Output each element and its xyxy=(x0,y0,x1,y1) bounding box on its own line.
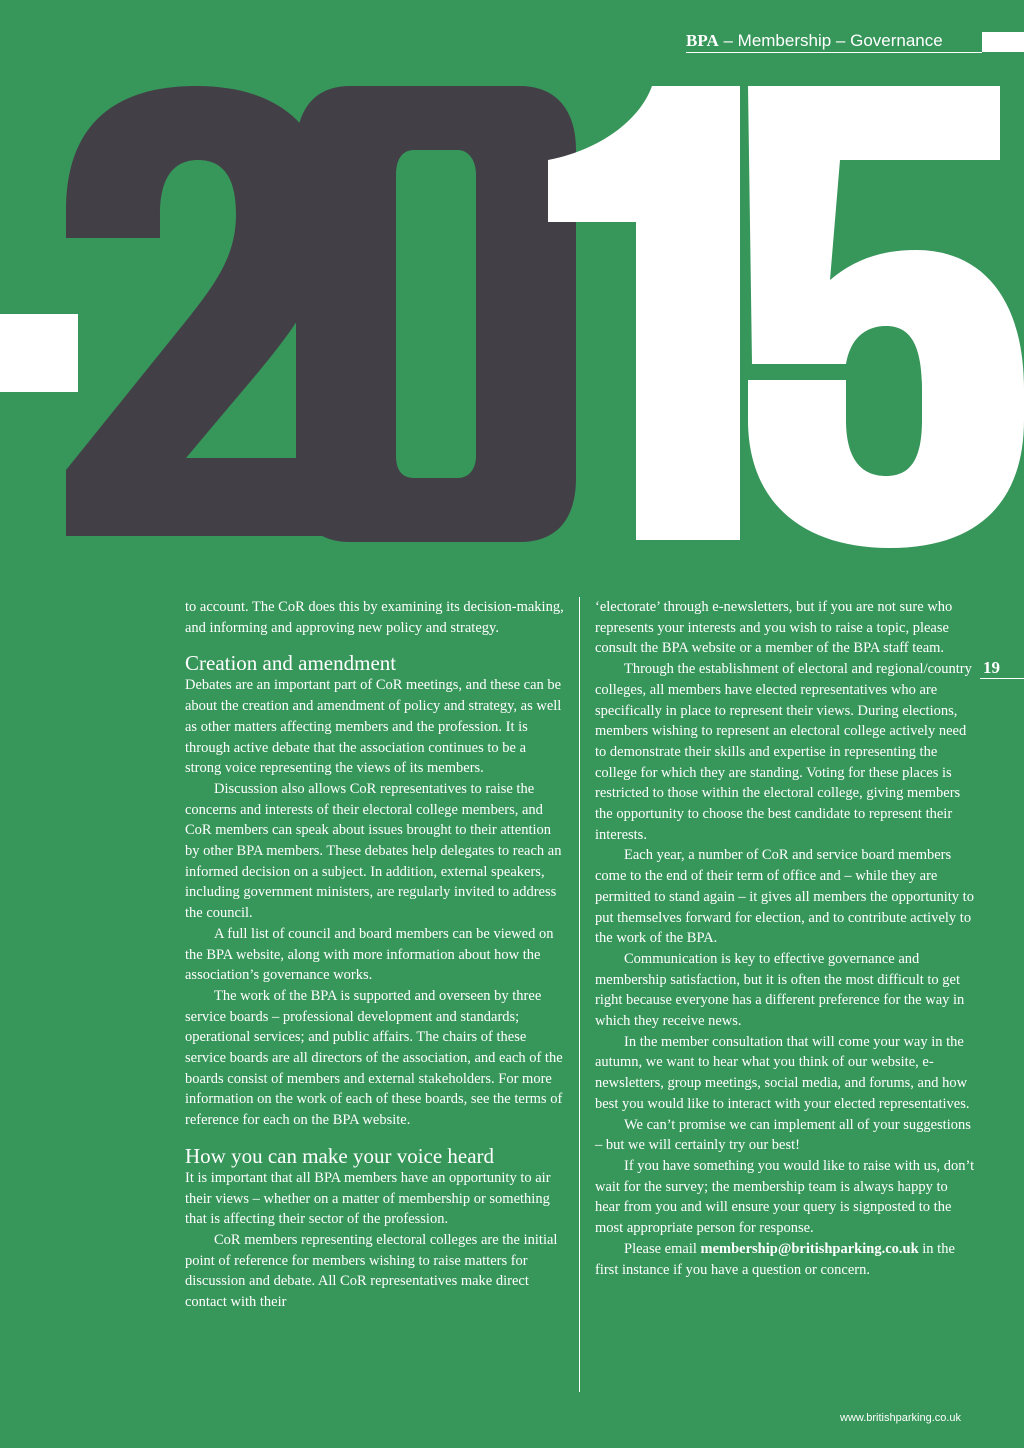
digit-5 xyxy=(748,86,1024,548)
paragraph: CoR members representing electoral colleges are the initial point of reference for members wishing to raise matters for discussion and debate. All CoR representatives make direct contact with their xyxy=(185,1231,558,1311)
paragraph: Communication is key to effective governance and membership satisfaction, but it is often the most difficult to get right because everyone has a different preference for the way in which they receive news. xyxy=(595,950,965,1030)
header-section: Membership xyxy=(737,31,832,50)
column-divider xyxy=(579,597,580,1392)
header-subsection: Governance xyxy=(850,31,943,50)
paragraph: Each year, a number of CoR and service board members come to the end of their term of office and – while they are permitted to stand again – it gives all members the opportunity to put themselves forward for election, and to contribute actively to the work of the BPA. xyxy=(595,847,974,947)
paragraph: In the member consultation that will come your way in the autumn, we want to hear what you think of our website, e-newsletters, group meetings, social media, and forums, and how best you would like to interact with your elected representatives. xyxy=(595,1033,970,1112)
paragraph: to account. The CoR does this by examining its decision-making, and informing and approving new policy and strategy. xyxy=(185,599,564,636)
header-brand: BPA xyxy=(686,31,719,50)
paragraph: Discussion also allows CoR representatives to raise the concerns and interests of their electoral college members, and CoR members can speak about issues brought to their attention by other BPA members. These debates help delegates to reach an informed decision on a subject. In addition, external speakers, including government ministers, are regularly invited to address the council. xyxy=(185,780,562,922)
footer-url[interactable]: www.britishparking.co.uk xyxy=(840,1412,962,1424)
email-prompt: Please email xyxy=(624,1240,701,1257)
paragraph: ‘electorate’ through e-newsletters, but if you are not sure who represents your interests and you wish to raise a topic, please consult the BPA website or a member of the BPA staff team. xyxy=(595,599,953,657)
paragraph: If you have something you would like to raise with us, don’t wait for the survey; the membership team is always happy to hear from you and will ensure your query is signposted to the most appropriate person for response. xyxy=(595,1157,975,1237)
email-suffix: in the first instance if you have a question or concern. xyxy=(595,1240,955,1278)
paragraph: A full list of council and board members can be viewed on the BPA website, along with more information about how the association’s governance works. xyxy=(185,925,554,984)
left-column xyxy=(185,597,565,1313)
membership-email-link[interactable]: membership@britishparking.co.uk xyxy=(700,1240,919,1257)
paragraph: Debates are an important part of CoR meetings, and these can be about the creation and amendment of policy and strategy, as well as other matters affecting members and the profession. It is through active debate that the association continues to be a strong voice representing the views of its members. xyxy=(185,677,562,777)
section-heading: How you can make your voice heard xyxy=(185,1143,495,1168)
paragraph xyxy=(595,1239,975,1280)
header-separator: – xyxy=(831,31,851,50)
paragraph: We can’t promise we can implement all of your suggestions – but we will certainly try our best! xyxy=(595,1116,971,1154)
digit-2 xyxy=(66,86,330,536)
digit-0 xyxy=(296,86,576,542)
year-digits-dark xyxy=(66,86,576,542)
section-heading: Creation and amendment xyxy=(185,651,397,676)
right-column xyxy=(595,597,975,1280)
paragraph: Through the establishment of electoral and regional/country colleges, all members have elected representatives who are specifically in place to represent their views. During elections, members wishing to represent an electoral college actively need to demonstrate their skills and expertise in representing the college for which they are standing. Voting for these places is restricted to those within the electoral college, giving members the opportunity to choose the best candidate to represent their interests. xyxy=(595,661,972,843)
year-digits-light xyxy=(548,86,1024,548)
digit-1 xyxy=(548,86,740,540)
hero-year-graphic xyxy=(0,0,1024,560)
page-number: 19 xyxy=(980,658,1024,679)
paragraph: The work of the BPA is supported and overseen by three service boards – professional development and standards; operational services; and public affairs. The chairs of these service boards are all directors of the association, and each of the boards consist of members and external stakeholders. For more information on the work of each of these boards, see the terms of reference for each on the BPA website. xyxy=(185,987,563,1129)
paragraph: It is important that all BPA members have an opportunity to air their views – whether on a matter of membership or something that is affecting their sector of the profession. xyxy=(185,1169,551,1228)
header-separator: – xyxy=(718,31,738,50)
